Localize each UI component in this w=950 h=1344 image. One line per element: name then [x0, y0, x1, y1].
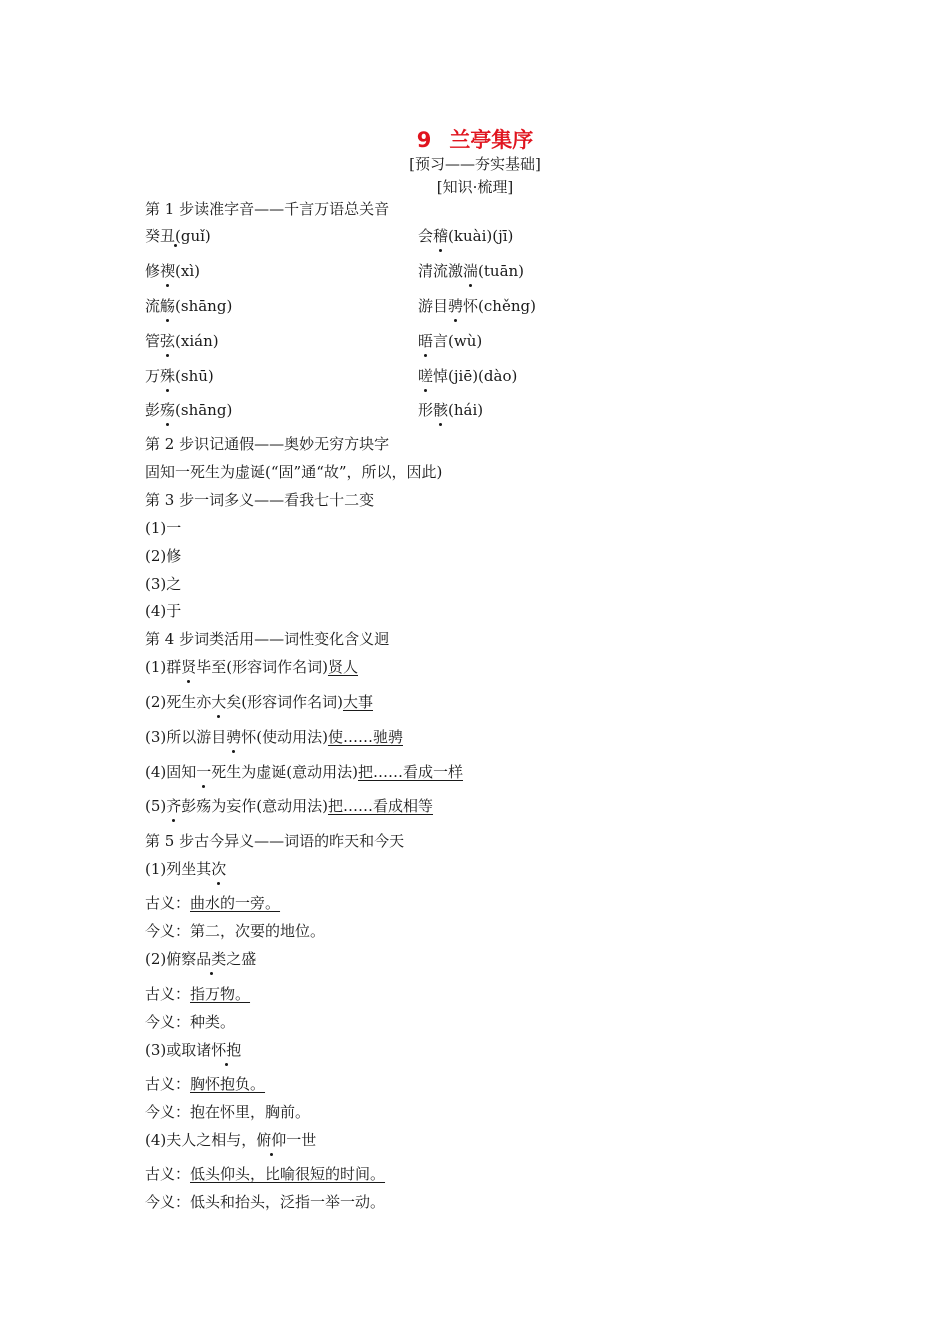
pron-item: 游目骋怀(chěng) — [418, 297, 536, 315]
ancient-meaning: 古义：低头仰头，比喻很短的时间。 — [145, 1165, 386, 1183]
polysemy-item: (1)一 — [145, 519, 182, 537]
answer-blank: 贤人 — [327, 658, 358, 676]
polysemy-item: (3)之 — [145, 575, 182, 593]
answer-blank: 使……驰骋 — [327, 728, 403, 746]
pron-item: 嗟悼(jiē)(dào) — [418, 367, 518, 385]
polysemy-item: (2)修 — [145, 547, 182, 565]
pron-item: 彭殇(shāng) — [145, 401, 233, 419]
page-title — [0, 124, 950, 154]
tongjia-item: 固知一死生为虚诞(“固”通“故”，所以，因此) — [145, 463, 443, 481]
pron-item: 晤言(wù) — [418, 332, 483, 350]
answer-blank: 低头仰头，比喻很短的时间。 — [190, 1165, 386, 1183]
step5-heading: 第 5 步古今异义——词语的昨天和今天 — [145, 832, 405, 850]
step3-heading: 第 3 步一词多义——看我七十二变 — [145, 491, 375, 509]
answer-blank: 曲水的一旁。 — [190, 894, 281, 912]
conversion-item: (2)死生亦大矣(形容词作名词)大事 — [145, 693, 373, 711]
pron-item: 万殊(shū) — [145, 367, 214, 385]
archaic-item: (1)列坐其次 — [145, 860, 227, 878]
pron-item: 流觞(shāng) — [145, 297, 233, 315]
step1-heading: 第 1 步读准字音——千言万语总关音 — [145, 200, 390, 218]
answer-blank: 把……看成相等 — [327, 797, 433, 815]
archaic-item: (4)夫人之相与，俯仰一世 — [145, 1131, 317, 1149]
chapter-title: 兰亭集序 — [449, 128, 534, 152]
step4-heading: 第 4 步词类活用——词性变化含义迥 — [145, 630, 390, 648]
answer-blank: 把……看成一样 — [357, 763, 463, 781]
polysemy-item: (4)于 — [145, 602, 182, 620]
pron-item: 形骸(hái) — [418, 401, 484, 419]
pron-item: 会稽(kuài)(jī) — [418, 227, 514, 245]
ancient-meaning: 古义：曲水的一旁。 — [145, 894, 281, 912]
answer-blank: 胸怀抱负。 — [190, 1075, 266, 1093]
pron-item: 管弦(xián) — [145, 332, 219, 350]
answer-blank: 大事 — [342, 693, 373, 711]
answer-blank: 指万物。 — [190, 985, 251, 1003]
pron-item: 癸丑(guǐ) — [145, 227, 211, 245]
conversion-item: (5)齐彭殇为妄作(意动用法)把……看成相等 — [145, 797, 433, 815]
conversion-item: (1)群贤毕至(形容词作名词)贤人 — [145, 658, 358, 676]
modern-meaning: 今义：第二，次要的地位。 — [145, 922, 326, 940]
archaic-item: (2)俯察品类之盛 — [145, 950, 257, 968]
modern-meaning: 今义：种类。 — [145, 1013, 236, 1031]
archaic-item: (3)或取诸怀抱 — [145, 1041, 242, 1059]
subsection-heading: [知识·梳理] — [436, 178, 514, 196]
modern-meaning: 今义：抱在怀里，胸前。 — [145, 1103, 311, 1121]
pron-item: 清流激湍(tuān) — [418, 262, 525, 280]
modern-meaning: 今义：低头和抬头，泛指一举一动。 — [145, 1193, 386, 1211]
conversion-item: (4)固知一死生为虚诞(意动用法)把……看成一样 — [145, 763, 463, 781]
chapter-number: 9 — [416, 128, 432, 152]
ancient-meaning: 古义：指万物。 — [145, 985, 251, 1003]
section-heading: [预习——夯实基础] — [409, 155, 541, 173]
pron-item: 修禊(xì) — [145, 262, 200, 280]
conversion-item: (3)所以游目骋怀(使动用法)使……驰骋 — [145, 728, 403, 746]
step2-heading: 第 2 步识记通假——奥妙无穷方块字 — [145, 435, 390, 453]
ancient-meaning: 古义：胸怀抱负。 — [145, 1075, 266, 1093]
